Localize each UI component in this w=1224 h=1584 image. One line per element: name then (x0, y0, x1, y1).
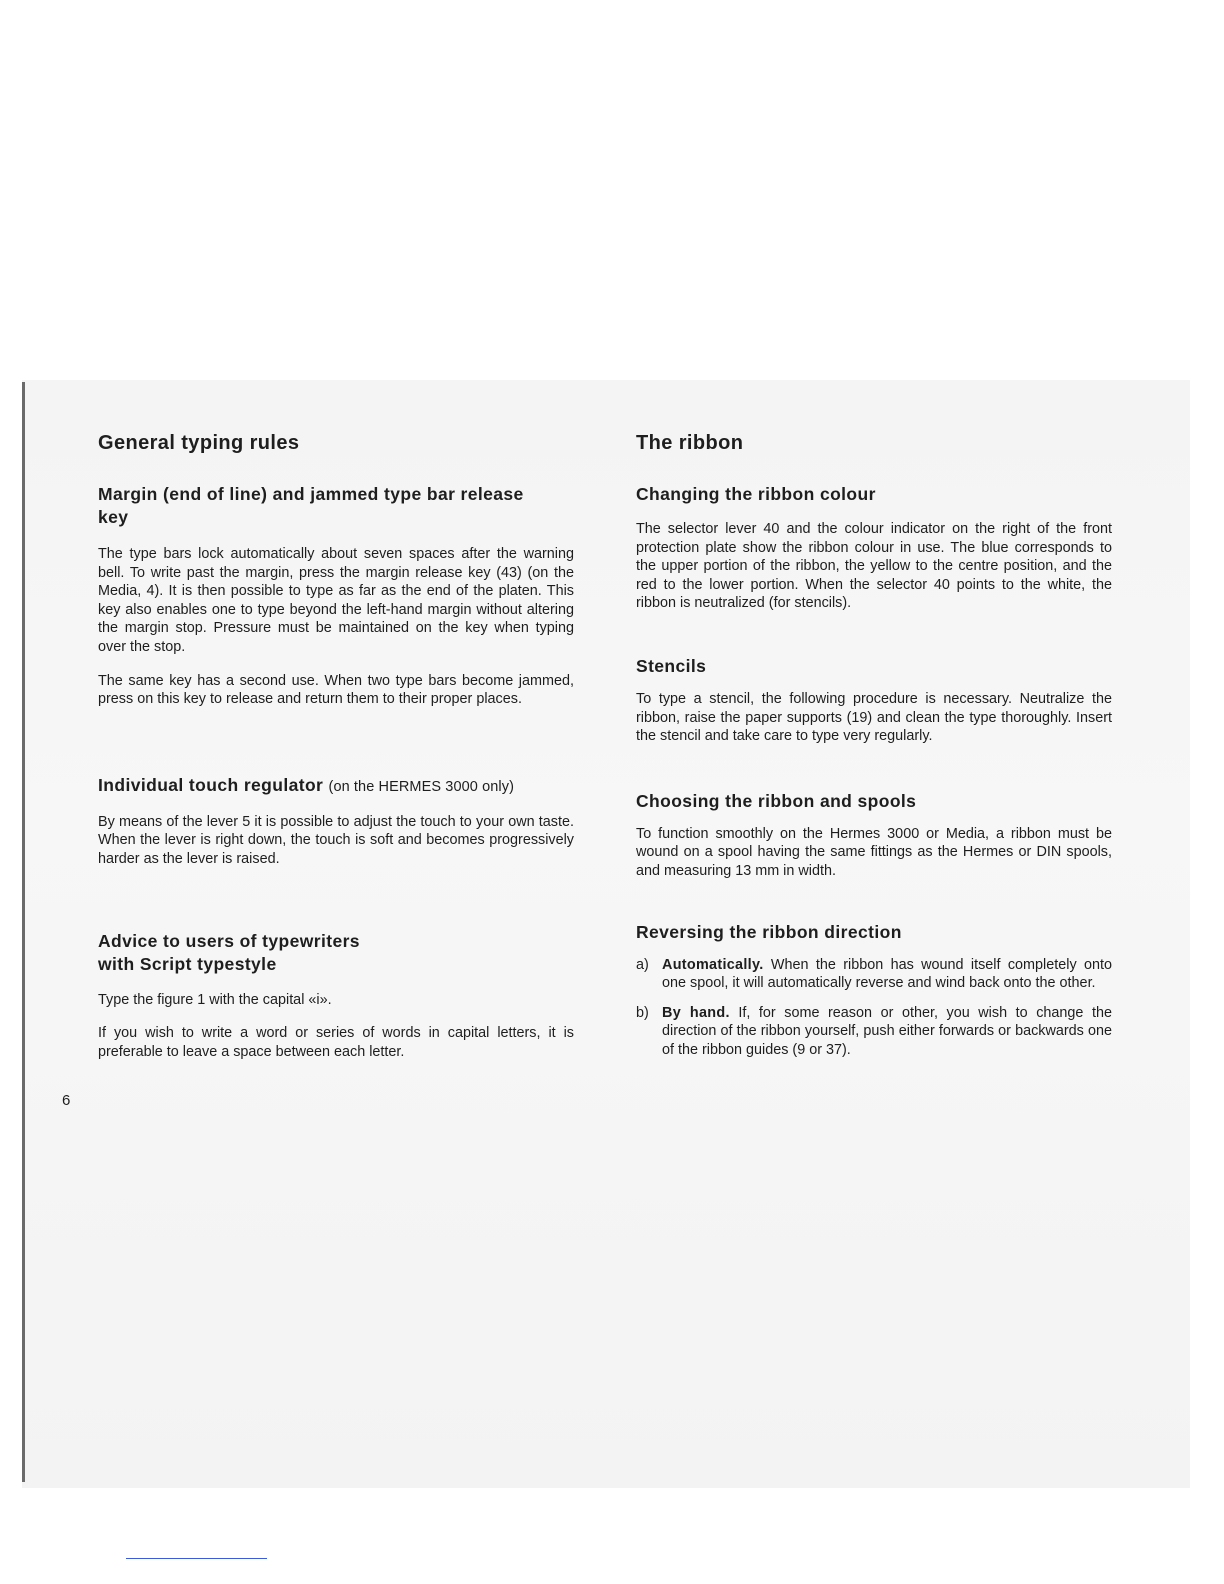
paragraph-margin-release: The type bars lock automatically about seven spaces after the warning bell. To write past the margin, press the margin release key (43) (on the Media, 4). It is then possible to type as far as the end of the platen. This key also enables one to type beyond the left-hand margin without altering the margin stop. Pressure must be maintained on the key when typing over the stop. (98, 546, 574, 655)
right-column (636, 432, 1112, 1060)
list-item-label: By hand. (662, 1004, 730, 1021)
paragraph-figure-one: Type the figure 1 with the capital «i». (98, 991, 332, 1008)
list-item-body (662, 956, 1112, 993)
section-title-general-typing-rules: General typing rules (98, 432, 300, 454)
heading-stencils: Stencils (636, 655, 707, 676)
list-item-body (662, 1004, 1112, 1060)
paragraph-jammed-type-bars: The same key has a second use. When two type bars become jammed, press on this key to release and return them to their proper places. (98, 672, 574, 708)
heading-touch-regulator (98, 774, 574, 799)
list-item-by-hand (636, 1004, 1112, 1060)
list-item-text: If, for some reason or other, you wish to change the direction of the ribbon yourself, push either forwards or backwards one of the ribbon guides (9 or 37). (662, 1004, 1113, 1058)
footer-underline (126, 1558, 267, 1559)
heading-reversing-ribbon: Reversing the ribbon direction (636, 921, 902, 942)
list-marker: b) (636, 1004, 649, 1021)
page-number: 6 (62, 1092, 71, 1109)
list-item-automatically (636, 956, 1112, 993)
paragraph-capital-letters: If you wish to write a word or series of words in capital letters, it is preferable to leave a space between each letter. (98, 1025, 574, 1060)
paragraph-ribbon-and-spools: To function smoothly on the Hermes 3000 or Media, a ribbon must be wound on a spool having the same fittings as the Hermes or DIN spools, and measuring 13 mm in width. (636, 825, 1112, 879)
paragraph-ribbon-colour: The selector lever 40 and the colour indicator on the right of the front protection plate show the ribbon colour in use. The blue corresponds to the upper portion of the ribbon, the yellow to the centre position, and the red to the lower portion. When the selector 40 points to the white, the ribbon is neutralized (for stencils). (636, 521, 1112, 612)
heading-touch-regulator-text: Individual touch regulator (98, 774, 324, 795)
heading-script-typestyle (98, 930, 574, 976)
heading-margin-release-key: Margin (end of line) and jammed type bar release key (98, 484, 524, 527)
list-item-text: When the ribbon has wound itself completely onto one spool, it will automatically reverse and wind back onto the other. (662, 956, 1113, 992)
heading-script-line1: Advice to users of typewriters (98, 930, 360, 951)
section-title-the-ribbon: The ribbon (636, 432, 744, 454)
heading-ribbon-and-spools: Choosing the ribbon and spools (636, 790, 917, 811)
page-binding-edge (22, 382, 25, 1482)
list-marker: a) (636, 956, 649, 973)
list-item-label: Automatically. (662, 956, 764, 973)
paragraph-stencils: To type a stencil, the following procedure is necessary. Neutralize the ribbon, raise the paper supports (19) and clean the type thoroughly. Insert the stencil and take care to type very regularly. (636, 690, 1112, 745)
heading-touch-regulator-note: (on the HERMES 3000 only) (328, 778, 514, 795)
heading-script-line2: with Script typestyle (98, 953, 277, 974)
left-column (98, 432, 574, 1061)
paragraph-touch-regulator: By means of the lever 5 it is possible to adjust the touch to your own taste. When the lever is right down, the touch is soft and becomes progressively harder as the lever is raised. (98, 813, 574, 867)
heading-changing-ribbon-colour: Changing the ribbon colour (636, 484, 876, 504)
